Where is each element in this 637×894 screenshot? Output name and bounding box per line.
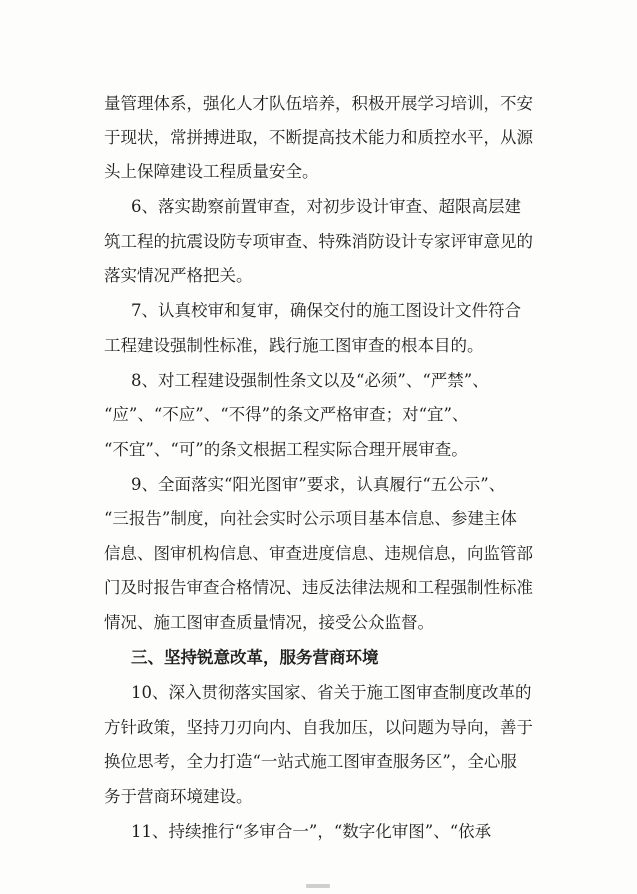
body-line: 10、深入贯彻落实国家、省关于施工图审查制度改革的 — [131, 683, 532, 702]
body-line: 落实情况严格把关。 — [104, 266, 253, 285]
body-line: 方针政策，坚持刀刃向内、自我加压，以问题为导向，善于 — [104, 718, 533, 737]
body-line: “三报告”制度，向社会实时公示项目基本信息、参建主体 — [104, 509, 517, 528]
body-line: 头上保障建设工程质量安全。 — [104, 162, 319, 181]
section-heading: 三、坚持锐意改革，服务营商环境 — [131, 648, 379, 667]
body-line: 情况、施工图审查质量情况，接受公众监督。 — [104, 613, 434, 632]
body-line: 于现状，常拼搏进取，不断提高技术能力和质控水平，从源 — [104, 128, 533, 147]
body-line: 量管理体系，强化人才队伍培养，积极开展学习培训，不安 — [104, 94, 533, 113]
body-line: 11、持续推行“多审合一”，“数字化审图”、“依承 — [131, 822, 492, 841]
body-line: “不宜”、“可”的条文根据工程实际合理开展审查。 — [104, 440, 468, 459]
body-line: 信息、图审机构信息、审查进度信息、违规信息，向监管部 — [104, 544, 533, 563]
body-line: “应”、“不应”、“不得”的条文严格审查；对“宜”、 — [104, 405, 469, 424]
body-line: 7、认真校审和复审，确保交付的施工图设计文件符合 — [131, 301, 521, 320]
body-line: 6、落实勘察前置审查，对初步设计审查、超限高层建 — [131, 197, 521, 216]
body-line: 务于营商环境建设。 — [104, 787, 253, 806]
body-line: 门及时报告审查合格情况、违反法律法规和工程强制性标准 — [104, 578, 533, 597]
body-line: 9、全面落实“阳光图审”要求，认真履行“五公示”、 — [131, 475, 506, 494]
body-line: 8、对工程建设强制性条文以及“必须”、“严禁”、 — [131, 371, 489, 390]
body-line: 筑工程的抗震设防专项审查、特殊消防设计专家评审意见的 — [104, 232, 533, 251]
body-line: 换位思考，全力打造“一站式施工图审查服务区”，全心服 — [104, 752, 517, 771]
scan-artifact — [306, 884, 330, 888]
body-line: 工程建设强制性标准，践行施工图审查的根本目的。 — [104, 336, 484, 355]
